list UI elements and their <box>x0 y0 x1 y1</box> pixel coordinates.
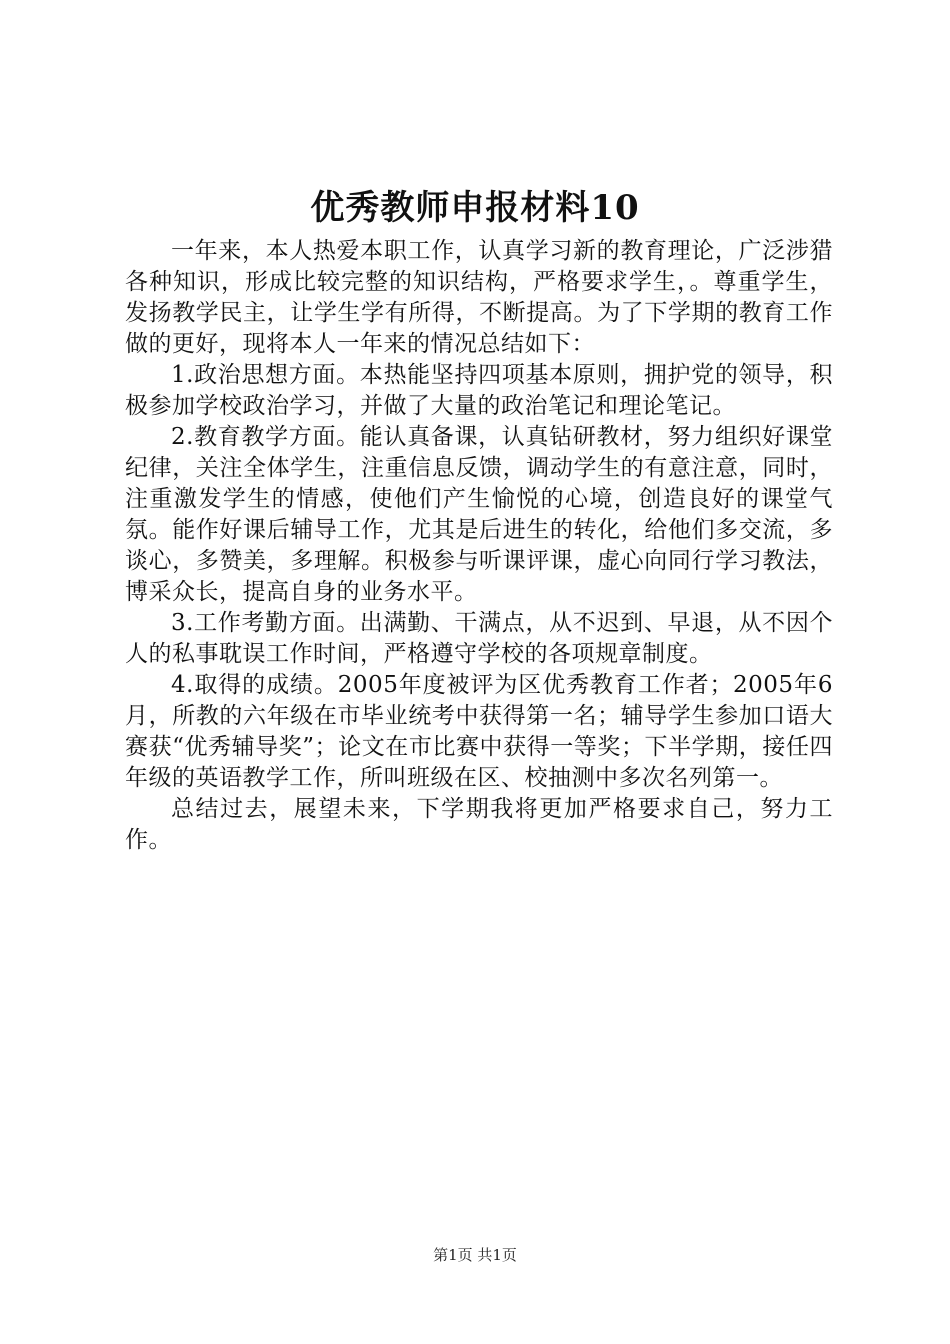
paragraph-political: 1.政治思想方面。本热能坚持四项基本原则，拥护党的领导，积极参加学校政治学习，并做了大量的政治笔记和理论笔记。 <box>125 362 833 419</box>
page-footer: 第1页 共1页 <box>433 1246 517 1264</box>
paragraph-teaching: 2.教育教学方面。能认真备课，认真钻研教材，努力组织好课堂纪律，关注全体学生，注重信息反馈，调动学生的有意注意，同时，注重激发学生的情感，使他们产生愉悦的心境，创造良好的课堂气氛。能作好课后辅导工作，尤其是后进生的转化，给他们多交流，多谈心，多赞美，多理解。积极参与听课评课，虚心向同行学习教法，博采众长，提高自身的业务水平。 <box>125 424 833 605</box>
paragraph-intro: 一年来，本人热爱本职工作，认真学习新的教育理论，广泛涉猎各种知识，形成比较完整的知识结构，严格要求学生，。尊重学生，发扬教学民主，让学生学有所得，不断提高。为了下学期的教育工作做的更好，现将本人一年来的情况总结如下： <box>125 238 833 357</box>
paragraph-conclusion: 总结过去，展望未来，下学期我将更加严格要求自己，努力工作。 <box>125 796 833 853</box>
document-body <box>125 236 833 856</box>
page-title: 优秀教师申报材料10 <box>310 188 640 228</box>
paragraph-achievements: 4.取得的成绩。2005年度被评为区优秀教育工作者；2005年6月，所教的六年级在市毕业统考中获得第一名；辅导学生参加口语大赛获“优秀辅导奖”；论文在市比赛中获得一等奖；下半学期，接任四年级的英语教学工作，所叫班级在区、校抽测中多次名列第一。 <box>125 672 833 791</box>
paragraph-attendance: 3.工作考勤方面。出满勤、干满点，从不迟到、早退，从不因个人的私事耽误工作时间，严格遵守学校的各项规章制度。 <box>125 610 833 667</box>
